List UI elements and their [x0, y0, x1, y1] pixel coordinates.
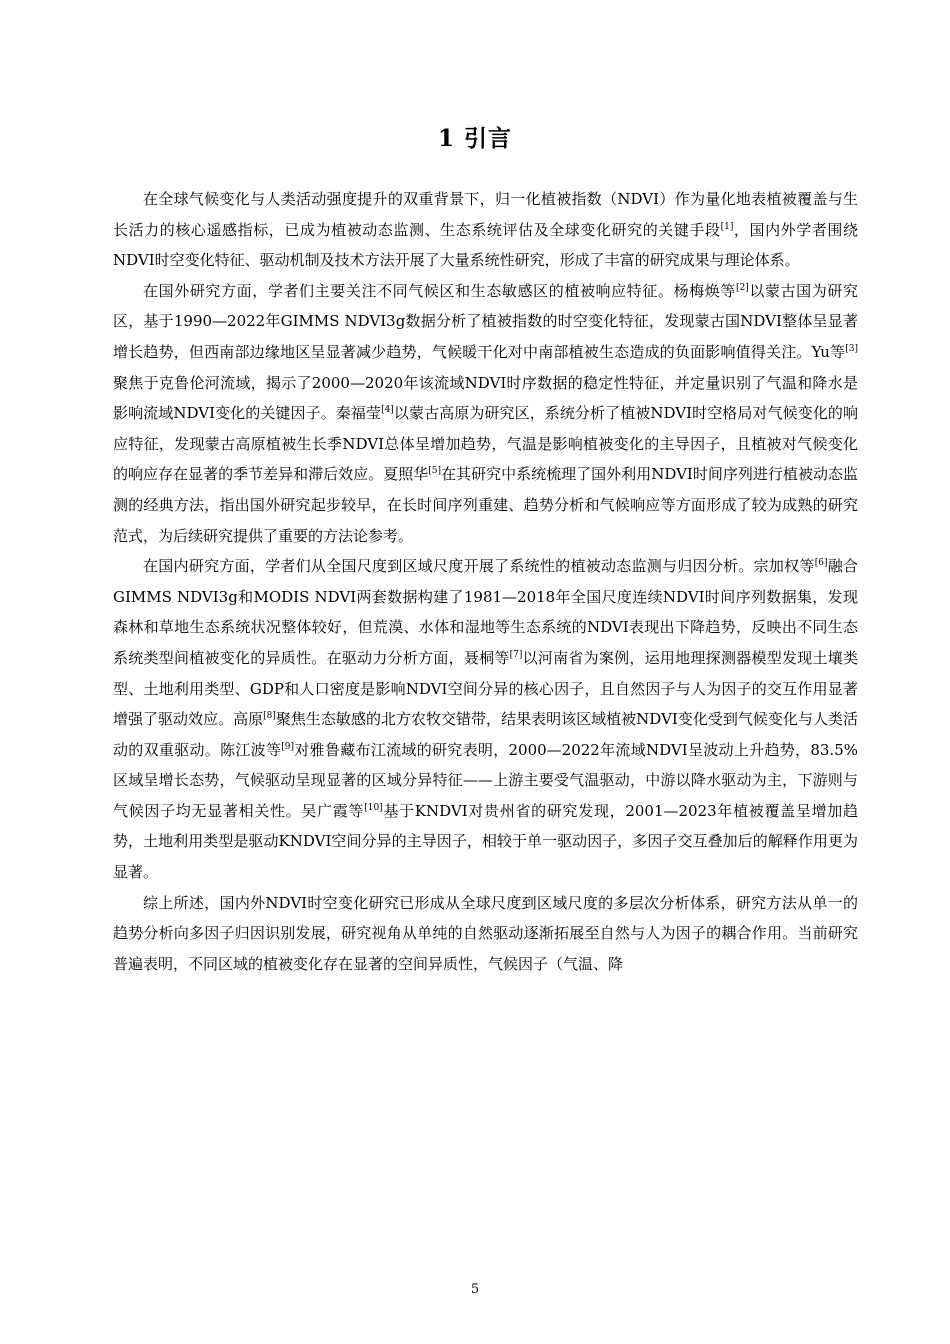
text-run: ，国内外学者围绕NDVI时空变化特征、驱动机制及技术方法开展了大量系统性研究，形成了丰富的研究成果与理论体系。 — [113, 220, 858, 270]
text-run: 融合GIMMS NDVI3g和MODIS NDVI两套数据构建了1981—2018年全国尺度连续NDVI时间序列数据集，发现森林和草地生态系统状况整体较好，但荒漠、水体和湿地等生态系统的NDVI表现出下降趋势，反映出不同生态系统类型间植被变化的异质性。在驱动力分析方面，聂桐等 — [113, 557, 858, 667]
text-run: 以蒙古国为研究区，基于1990—2022年GIMMS NDVI3g数据分析了植被指数的时空变化特征，发现蒙古国NDVI整体呈显著增长趋势，但西南部边缘地区呈显著减少趋势，气候暖干化对中南部植被生态造成的负面影响值得关注。Yu等 — [113, 281, 858, 361]
citation-ref: [1] — [720, 221, 734, 232]
text-run: 以蒙古高原为研究区，系统分析了植被NDVI时空格局对气候变化的响应特征，发现蒙古高原植被生长季NDVI总体呈增加趋势，气温是影响植被变化的主导因子，且植被对气候变化的响应存在显著的季节差异和滞后效应。夏照华 — [113, 404, 858, 484]
text-run: 聚焦生态敏感的北方农牧交错带，结果表明该区域植被NDVI变化受到气候变化与人类活动的双重驱动。陈江波等 — [113, 710, 858, 759]
citation-ref: [2] — [736, 282, 749, 293]
paragraph-domestic-research — [113, 551, 858, 888]
citation-ref: [5] — [428, 466, 442, 477]
paragraph-foreign-research — [113, 276, 858, 551]
citation-ref: [10] — [364, 802, 383, 813]
citation-ref: [7] — [509, 649, 523, 660]
section-heading: 1 引言 — [437, 125, 512, 152]
text-run: 以河南省为案例，运用地理探测器模型发现土壤类型、土地利用类型、GDP和人口密度是影响NDVI空间分异的核心因子，且自然因子与人为因子的交互作用显著增强了驱动效应。高原 — [113, 648, 858, 729]
text-run: 在国内研究方面，学者们从全国尺度到区域尺度开展了系统性的植被动态监测与归因分析。宗加权等 — [143, 557, 815, 576]
citation-ref: [6] — [814, 558, 828, 569]
citation-ref: [9] — [281, 741, 295, 752]
text-run: 在国外研究方面，学者们主要关注不同气候区和生态敏感区的植被响应特征。杨梅焕等 — [143, 281, 736, 300]
body-text — [113, 184, 858, 979]
paragraph-intro — [113, 184, 858, 276]
citation-ref: [4] — [381, 405, 394, 416]
text-run: 在全球气候变化与人类活动强度提升的双重背景下，归一化植被指数（NDVI）作为量化地表植被覆盖与生长活力的核心遥感指标，已成为植被动态监测、生态系统评估及全球变化研究的关键手段 — [113, 190, 858, 239]
citation-ref: [8] — [263, 711, 276, 722]
text-run: 聚焦于克鲁伦河流域，揭示了2000—2020年该流域NDVI时序数据的稳定性特征，并定量识别了气温和降水是影响流域NDVI变化的关键因子。秦福莹 — [113, 373, 858, 423]
text-run: 综上所述，国内外NDVI时空变化研究已形成从全球尺度到区域尺度的多层次分析体系，研究方法从单一的趋势分析向多因子归因识别发展，研究视角从单纯的自然驱动逐渐拓展至自然与人为因子的耦合作用。当前研究普遍表明，不同区域的植被变化存在显著的空间异质性，气候因子（气温、降 — [113, 893, 858, 973]
text-run: 对雅鲁藏布江流域的研究表明，2000—2022年流域NDVI呈波动上升趋势，83.5%区域呈增长态势，气候驱动呈现显著的区域分异特征——上游主要受气温驱动，中游以降水驱动为主，下游则与气候因子均无显著相关性。吴广霞等 — [113, 740, 858, 820]
page-number: 5 — [470, 1282, 480, 1297]
text-run: 在其研究中系统梳理了国外利用NDVI时间序列进行植被动态监测的经典方法，指出国外研究起步较早，在长时间序列重建、趋势分析和气候响应等方面形成了较为成熟的研究范式，为后续研究提供了重要的方法论参考。 — [113, 465, 858, 545]
text-run: 基于KNDVI对贵州省的研究发现，2001—2023年植被覆盖呈增加趋势，土地利用类型是驱动KNDVI空间分异的主导因子，相较于单一驱动因子，多因子交互叠加后的解释作用更为显著。 — [113, 801, 858, 882]
citation-ref: [3] — [845, 343, 858, 354]
paragraph-summary — [113, 888, 858, 980]
